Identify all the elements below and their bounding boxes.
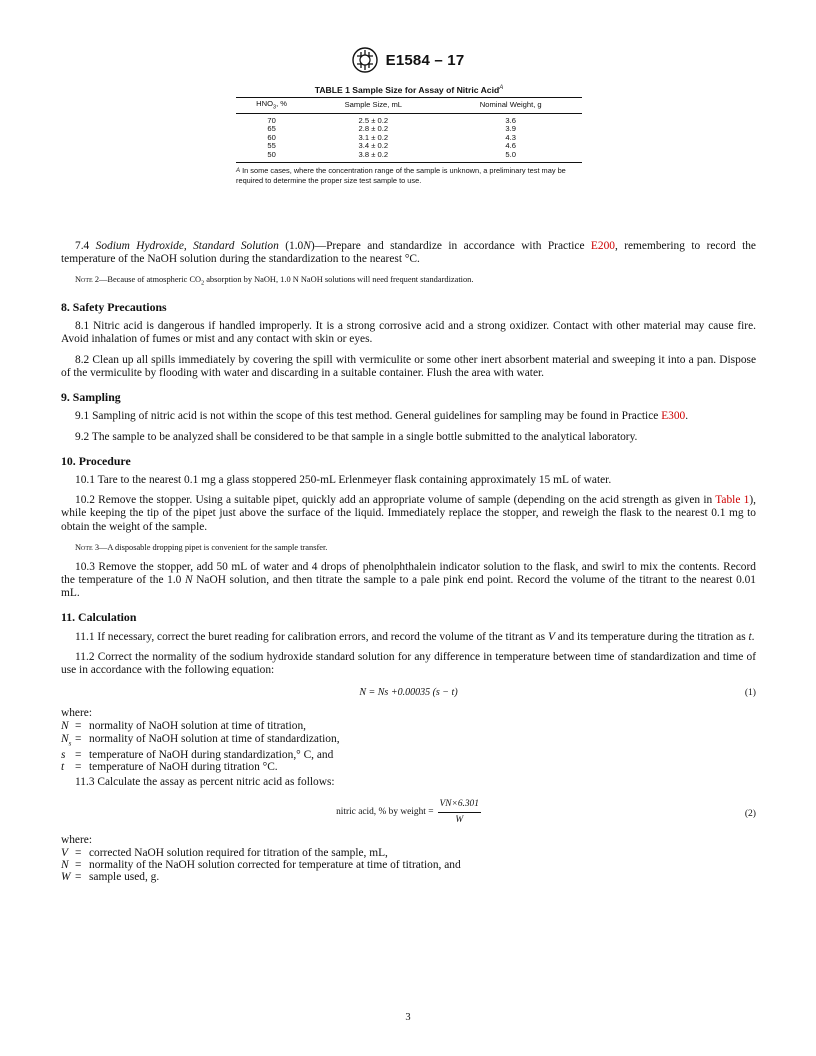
table-footnote: $^A$ In some cases, where the concentration range of the sample is unknown, a preliminary test may be required to determine the proper size test sample to use. <box>236 166 566 186</box>
heading-safety-precautions: 8. Safety Precautions <box>61 300 167 315</box>
paragraph-10-3: 10.3 Remove the stopper, add 50 mL of water and 4 drops of phenolphthalein indicator solution to the flask, and swirl to mix the contents. Record the temperature of the 1.0 N NaOH solution, and then titrate the sample to a pale pink end point. Record the volume of the titrant to the nearest 0.01 mL. <box>61 560 757 600</box>
where-label-1: where: <box>61 707 92 720</box>
col-header-sample-size: Sample Size, mL <box>307 98 439 114</box>
paragraph-10-1: 10.1 Tare to the nearest 0.1 mg a glass stoppered 250-mL Erlenmeyer flask containing approximately 15 mL of water. <box>75 473 612 486</box>
definition-item: s = temperature of NaOH during standardization,° C, and <box>61 749 334 762</box>
link-e300[interactable]: E300 <box>661 410 686 423</box>
table-1 <box>236 85 582 186</box>
heading-procedure: 10. Procedure <box>61 453 131 468</box>
definition-item: W = sample used, g. <box>61 871 160 884</box>
equation-2 <box>61 796 756 830</box>
col-header-hno3: $HNO_3$, % <box>236 98 307 114</box>
definition-item: N = normality of the NaOH solution corrected for temperature at time of titration, and <box>61 859 461 872</box>
paragraph-11-1: 11.1 If necessary, correct the buret reading for calibration errors, and record the volume of the titrant as V and its temperature during the titration as t. <box>75 630 755 643</box>
note-3: Note 3—A disposable dropping pipet is convenient for the sample transfer. <box>75 542 328 552</box>
section-7-4: 7.4 Sodium Hydroxide, Standard Solution (1.0N)—Prepare and standardize in accordance with Practice E200, remembering to record the temperature of the NaOH solution during the standardization to the nearest °C. <box>61 240 756 266</box>
paragraph-8-2: 8.2 Clean up all spills immediately by covering the spill with vermiculite or some other inert absorbent material and sweeping it into a pan. Dispose of the vermiculite by flooding with water and discarding in a suitable container. Flush the area with water. <box>61 353 756 379</box>
document-id: E1584 – 17 <box>385 51 465 69</box>
definition-item: N = normality of NaOH solution at time of titration, <box>61 720 307 733</box>
paragraph-9-1: 9.1 Sampling of nitric acid is not within the scope of this test method. General guidelines for sampling may be found in Practice E300. <box>75 410 689 423</box>
document-body <box>61 240 756 883</box>
paragraph-11-3: 11.3 Calculate the assay as percent nitric acid as follows: <box>75 776 335 789</box>
paragraph-8-1: 8.1 Nitric acid is dangerous if handled improperly. It is a strong corrosive acid and a strong oxidizer. Contact with other material may cause fire. Avoid inhalation of fumes or mist and any contact with skin or eyes. <box>61 320 756 346</box>
table-row: 65 2.8 ± 0.2 3.9 <box>267 124 516 134</box>
definitions-list-1 <box>61 720 756 773</box>
equation-1 <box>61 683 756 703</box>
equation-1-expression: N = Ns +0.00035 (s − t) <box>359 687 458 699</box>
note-2: Note 2—Because of atmospheric $CO_2$ absorption by NaOH, 1.0 N NaOH solutions will need frequent standardization. <box>75 275 474 288</box>
equation-2-number: (2) <box>744 807 756 819</box>
heading-calculation: 11. Calculation <box>61 610 137 625</box>
definitions-list-2 <box>61 847 756 884</box>
heading-sampling: 9. Sampling <box>61 390 121 405</box>
astm-logo-icon <box>352 47 378 73</box>
page-header <box>0 47 816 73</box>
col-header-nominal-weight: Nominal Weight, g <box>439 98 582 114</box>
equation-2-expression: nitric acid, % by weight = $\frac{VN\times 6.301}{W}$ <box>336 798 479 825</box>
table-row: 55 3.4 ± 0.2 4.6 <box>267 141 516 151</box>
table-row: 70 2.5 ± 0.2 3.6 <box>267 115 516 125</box>
link-e200[interactable]: E200 <box>590 240 615 252</box>
table-row: 50 3.8 ± 0.2 5.0 <box>236 151 582 163</box>
where-label-2: where: <box>61 833 92 846</box>
table-row: 60 3.1 ± 0.2 4.3 <box>267 132 516 142</box>
paragraph-10-2: 10.2 Remove the stopper. Using a suitable pipet, quickly add an appropriate volume of sample (depending on the acid strength as given in Table 1), while keeping the tip of the pipet just above the surface of the liquid. Immediately replace the stopper, and reweigh the flask to the nearest 0.1 mg to obtain the weight of the sample. <box>61 494 756 533</box>
paragraph-9-2: 9.2 The sample to be analyzed shall be considered to be that sample in a single bottle submitted to the analytical laboratory. <box>75 430 638 443</box>
definition-item: V = corrected NaOH solution required for titration of the sample, mL, <box>61 846 388 859</box>
page-number: 3 <box>405 1012 411 1023</box>
paragraph-11-2: 11.2 Correct the normality of the sodium hydroxide standard solution for any difference in temperature between time of standardization and time of use in accordance with the following equation: <box>61 650 756 676</box>
link-table-1[interactable]: Table 1 <box>715 494 750 507</box>
table-title: TABLE 1 Sample Size for Assay of Nitric Acid$^A$ <box>314 85 504 95</box>
equation-1-number: (1) <box>744 687 756 699</box>
definition-item: t = temperature of NaOH during titration °C. <box>61 761 278 774</box>
sample-size-table <box>236 97 582 163</box>
definition-item: $N_s$ = normality of NaOH solution at time of standardization, <box>61 732 340 747</box>
